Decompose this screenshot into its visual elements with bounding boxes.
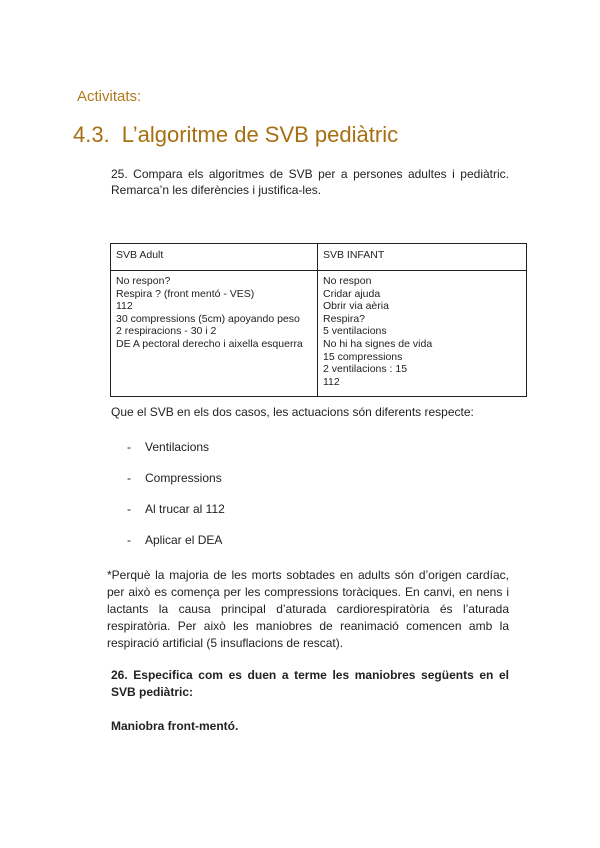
section-number: 4.3.: [73, 122, 110, 147]
adult-step: DE A pectoral derecho i aixella esquerra: [116, 337, 303, 350]
list-item: [111, 440, 225, 471]
maniobra-title: Maniobra front-mentó.: [111, 719, 239, 733]
adult-step: Respira ? (front mentó - VES): [116, 287, 255, 300]
infant-step: Cridar ajuda: [323, 287, 381, 300]
section-title: [73, 122, 398, 148]
bullet-dash: -: [127, 533, 131, 547]
difference-text: Ventilacions: [145, 440, 210, 454]
adult-step: 30 compressions (5cm) apoyando peso: [116, 312, 300, 325]
bullet-dash: -: [127, 471, 131, 485]
header-svb-infant: SVB INFANT: [318, 244, 527, 271]
activities-label: Activitats:: [77, 88, 142, 105]
adult-step: 112: [116, 300, 133, 313]
svb-comparison-table: [110, 243, 527, 397]
differences-list: [111, 440, 225, 564]
list-item: [111, 502, 225, 533]
justification-paragraph: *Perquè la majoria de les morts sobtades en adults són d’origen cardíac, per això es comença per les compressions toràciques. En canvi, en nens i lactants la causa principal d’aturada cardiorespiratòria és l’aturada respiratòria. Per això les maniobres de reanimació comencen amb la respiració artificial (5 insuflacions de rescat).: [107, 568, 509, 650]
bullet-dash: -: [127, 440, 131, 454]
header-svb-adult: SVB Adult: [111, 244, 318, 271]
adult-steps-cell: [111, 271, 318, 397]
table-header-row: [111, 244, 527, 271]
question-25: 25. Compara els algoritmes de SVB per a persones adultes i pediàtric. Remarca’n les diferències i justifica-les.: [111, 167, 509, 197]
adult-step: No respon?: [116, 275, 171, 287]
table-row: [111, 271, 527, 397]
adult-step: 2 respiracions - 30 i 2: [116, 325, 217, 338]
infant-step: 112: [323, 375, 340, 388]
question-26: 26. Especifica com es duen a terme les maniobres següents en el SVB pediàtric:: [111, 668, 509, 699]
list-item: [111, 471, 225, 502]
infant-step: No hi ha signes de vida: [323, 337, 433, 350]
difference-text: Al trucar al 112: [145, 502, 225, 516]
infant-step: No respon: [323, 275, 372, 287]
infant-step: 2 ventilacions : 15: [323, 363, 408, 376]
infant-step: Obrir via aèria: [323, 300, 389, 313]
infant-step: 5 ventilacions: [323, 325, 387, 338]
differences-intro: Que el SVB en els dos casos, les actuacions són diferents respecte:: [111, 405, 474, 419]
difference-text: Compressions: [145, 471, 222, 485]
bullet-dash: -: [127, 502, 131, 516]
list-item: [111, 533, 225, 564]
infant-step: 15 compressions: [323, 350, 403, 363]
infant-steps-cell: [318, 271, 527, 397]
infant-step: Respira?: [323, 312, 366, 325]
section-title-text: L’algoritme de SVB pediàtric: [121, 122, 399, 147]
difference-text: Aplicar el DEA: [145, 533, 223, 547]
